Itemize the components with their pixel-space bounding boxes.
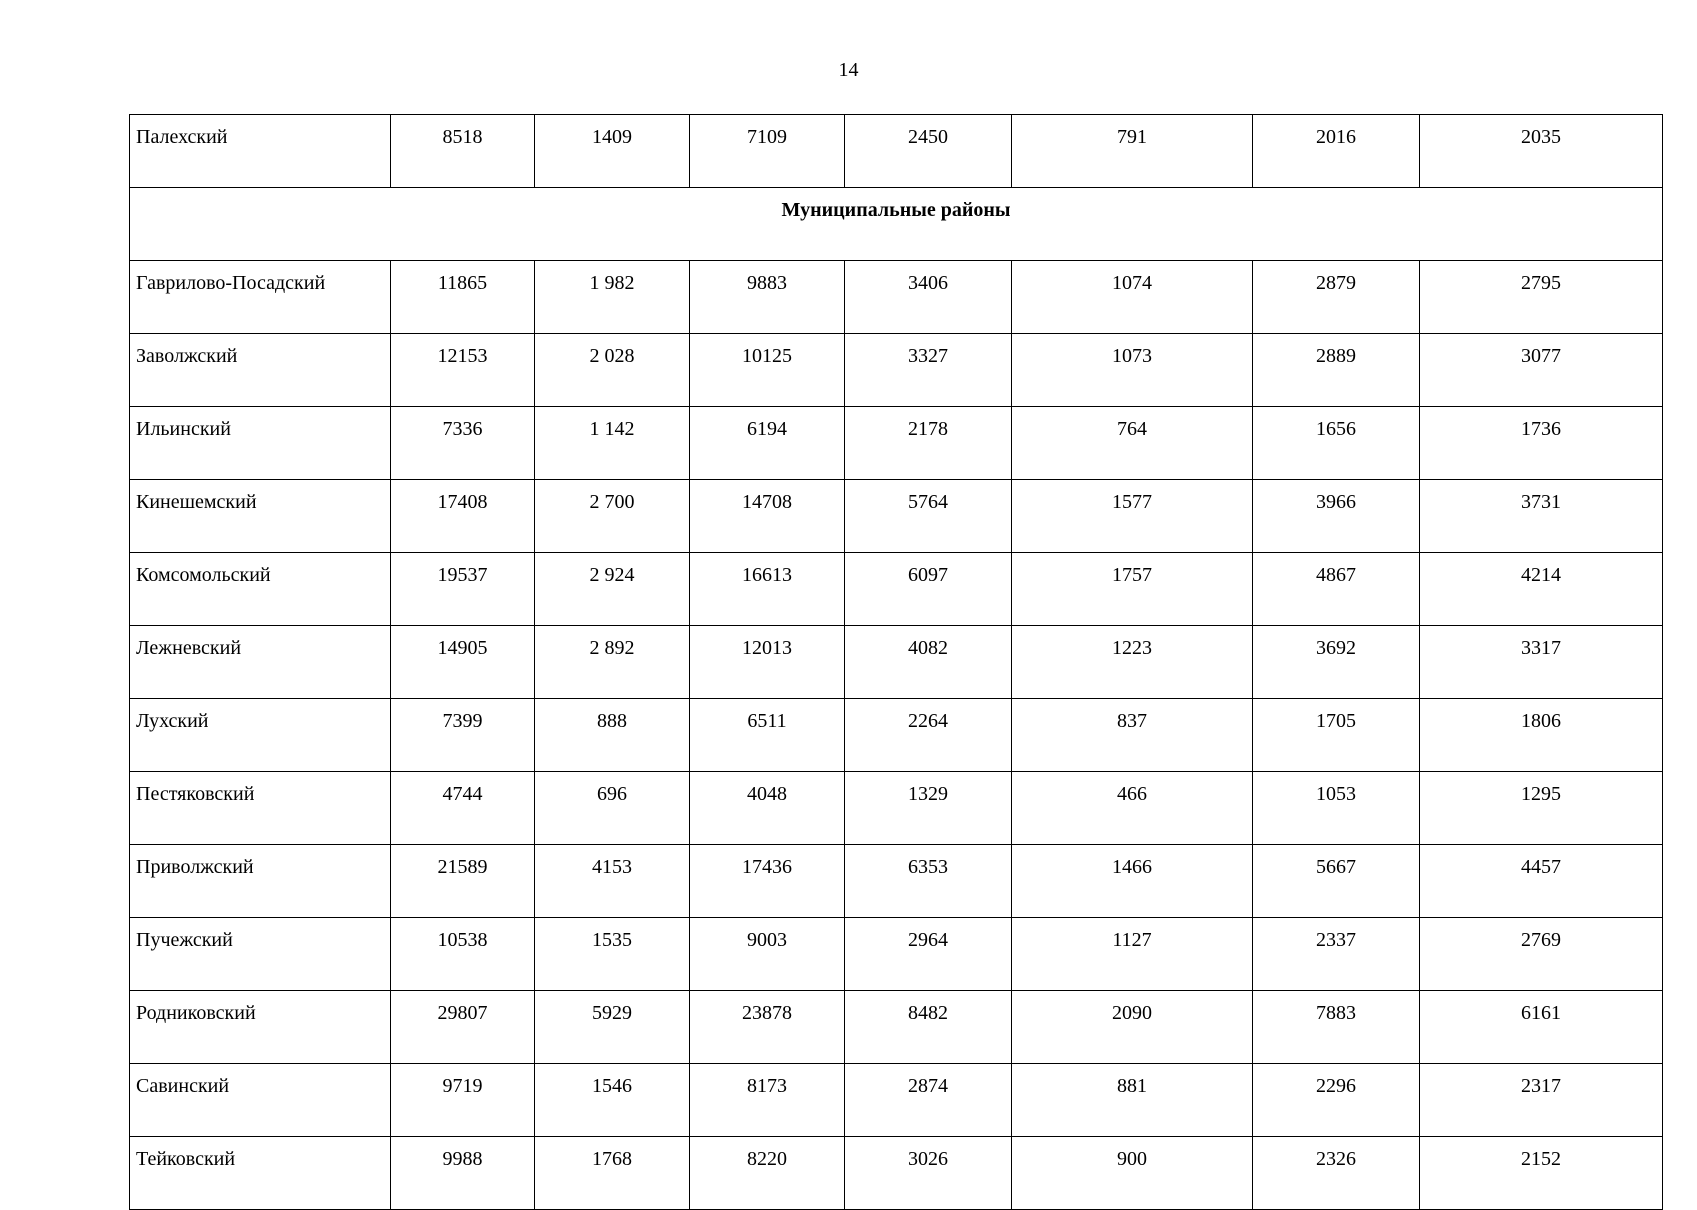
value-cell: 881 [1012, 1064, 1253, 1137]
table-row [130, 991, 1663, 1064]
value-cell: 7883 [1253, 991, 1420, 1064]
value-cell: 3406 [845, 261, 1012, 334]
value-cell: 10125 [690, 334, 845, 407]
value-cell: 8518 [391, 115, 535, 188]
section-header-row [130, 188, 1663, 261]
value-cell: 696 [535, 772, 690, 845]
value-cell: 3327 [845, 334, 1012, 407]
value-cell: 764 [1012, 407, 1253, 480]
value-cell: 2 028 [535, 334, 690, 407]
value-cell: 2178 [845, 407, 1012, 480]
row-name-cell: Приволжский [130, 845, 391, 918]
value-cell: 4082 [845, 626, 1012, 699]
value-cell: 1073 [1012, 334, 1253, 407]
value-cell: 14905 [391, 626, 535, 699]
page-number: 14 [838, 59, 859, 81]
value-cell: 466 [1012, 772, 1253, 845]
value-cell: 10538 [391, 918, 535, 991]
value-cell: 2317 [1420, 1064, 1663, 1137]
value-cell: 11865 [391, 261, 535, 334]
value-cell: 12013 [690, 626, 845, 699]
value-cell: 4214 [1420, 553, 1663, 626]
value-cell: 2152 [1420, 1137, 1663, 1210]
table-body [130, 115, 1663, 1210]
value-cell: 17436 [690, 845, 845, 918]
value-cell: 6194 [690, 407, 845, 480]
row-name-cell: Заволжский [130, 334, 391, 407]
value-cell: 21589 [391, 845, 535, 918]
value-cell: 7399 [391, 699, 535, 772]
value-cell: 8220 [690, 1137, 845, 1210]
table-row [130, 407, 1663, 480]
value-cell: 837 [1012, 699, 1253, 772]
value-cell: 3731 [1420, 480, 1663, 553]
row-name-cell: Тейковский [130, 1137, 391, 1210]
value-cell: 2016 [1253, 115, 1420, 188]
value-cell: 6161 [1420, 991, 1663, 1064]
value-cell: 2 924 [535, 553, 690, 626]
value-cell: 1127 [1012, 918, 1253, 991]
table-row [130, 480, 1663, 553]
value-cell: 2964 [845, 918, 1012, 991]
value-cell: 6353 [845, 845, 1012, 918]
table-row [130, 918, 1663, 991]
table-row [130, 334, 1663, 407]
value-cell: 8173 [690, 1064, 845, 1137]
value-cell: 7109 [690, 115, 845, 188]
value-cell: 2450 [845, 115, 1012, 188]
value-cell: 12153 [391, 334, 535, 407]
district-statistics-table [129, 114, 1663, 1210]
value-cell: 2264 [845, 699, 1012, 772]
value-cell: 5667 [1253, 845, 1420, 918]
value-cell: 1295 [1420, 772, 1663, 845]
value-cell: 1074 [1012, 261, 1253, 334]
value-cell: 16613 [690, 553, 845, 626]
row-name-cell: Комсомольский [130, 553, 391, 626]
value-cell: 19537 [391, 553, 535, 626]
value-cell: 4048 [690, 772, 845, 845]
value-cell: 4153 [535, 845, 690, 918]
value-cell: 8482 [845, 991, 1012, 1064]
row-name-cell: Родниковский [130, 991, 391, 1064]
table-row [130, 699, 1663, 772]
row-name-cell: Гаврилово-Посадский [130, 261, 391, 334]
value-cell: 17408 [391, 480, 535, 553]
value-cell: 2889 [1253, 334, 1420, 407]
value-cell: 1656 [1253, 407, 1420, 480]
row-name-cell: Пестяковский [130, 772, 391, 845]
value-cell: 1577 [1012, 480, 1253, 553]
value-cell: 9988 [391, 1137, 535, 1210]
value-cell: 2337 [1253, 918, 1420, 991]
value-cell: 7336 [391, 407, 535, 480]
value-cell: 1409 [535, 115, 690, 188]
table-row [130, 261, 1663, 334]
value-cell: 4744 [391, 772, 535, 845]
value-cell: 1736 [1420, 407, 1663, 480]
table-row [130, 772, 1663, 845]
value-cell: 2879 [1253, 261, 1420, 334]
value-cell: 9003 [690, 918, 845, 991]
table-row [130, 115, 1663, 188]
value-cell: 29807 [391, 991, 535, 1064]
value-cell: 6511 [690, 699, 845, 772]
table-row [130, 845, 1663, 918]
value-cell: 14708 [690, 480, 845, 553]
value-cell: 1546 [535, 1064, 690, 1137]
value-cell: 4867 [1253, 553, 1420, 626]
table-row [130, 626, 1663, 699]
table-row [130, 1064, 1663, 1137]
value-cell: 1329 [845, 772, 1012, 845]
value-cell: 888 [535, 699, 690, 772]
value-cell: 1757 [1012, 553, 1253, 626]
row-name-cell: Лухский [130, 699, 391, 772]
value-cell: 3026 [845, 1137, 1012, 1210]
value-cell: 23878 [690, 991, 845, 1064]
value-cell: 791 [1012, 115, 1253, 188]
value-cell: 2090 [1012, 991, 1253, 1064]
value-cell: 2795 [1420, 261, 1663, 334]
row-name-cell: Ильинский [130, 407, 391, 480]
table-row [130, 1137, 1663, 1210]
value-cell: 1 982 [535, 261, 690, 334]
value-cell: 2035 [1420, 115, 1663, 188]
value-cell: 3317 [1420, 626, 1663, 699]
value-cell: 1705 [1253, 699, 1420, 772]
value-cell: 1535 [535, 918, 690, 991]
row-name-cell: Пучежский [130, 918, 391, 991]
value-cell: 900 [1012, 1137, 1253, 1210]
value-cell: 4457 [1420, 845, 1663, 918]
value-cell: 1768 [535, 1137, 690, 1210]
table-row [130, 553, 1663, 626]
value-cell: 2326 [1253, 1137, 1420, 1210]
section-title: Муниципальные районы [130, 188, 1663, 261]
value-cell: 2 700 [535, 480, 690, 553]
value-cell: 1466 [1012, 845, 1253, 918]
value-cell: 5929 [535, 991, 690, 1064]
value-cell: 1223 [1012, 626, 1253, 699]
row-name-cell: Кинешемский [130, 480, 391, 553]
value-cell: 3966 [1253, 480, 1420, 553]
value-cell: 9719 [391, 1064, 535, 1137]
row-name-cell: Палехский [130, 115, 391, 188]
value-cell: 2769 [1420, 918, 1663, 991]
value-cell: 6097 [845, 553, 1012, 626]
value-cell: 1806 [1420, 699, 1663, 772]
row-name-cell: Савинский [130, 1064, 391, 1137]
value-cell: 3692 [1253, 626, 1420, 699]
value-cell: 9883 [690, 261, 845, 334]
value-cell: 1053 [1253, 772, 1420, 845]
row-name-cell: Лежневский [130, 626, 391, 699]
value-cell: 1 142 [535, 407, 690, 480]
value-cell: 2296 [1253, 1064, 1420, 1137]
value-cell: 2 892 [535, 626, 690, 699]
value-cell: 5764 [845, 480, 1012, 553]
value-cell: 3077 [1420, 334, 1663, 407]
value-cell: 2874 [845, 1064, 1012, 1137]
